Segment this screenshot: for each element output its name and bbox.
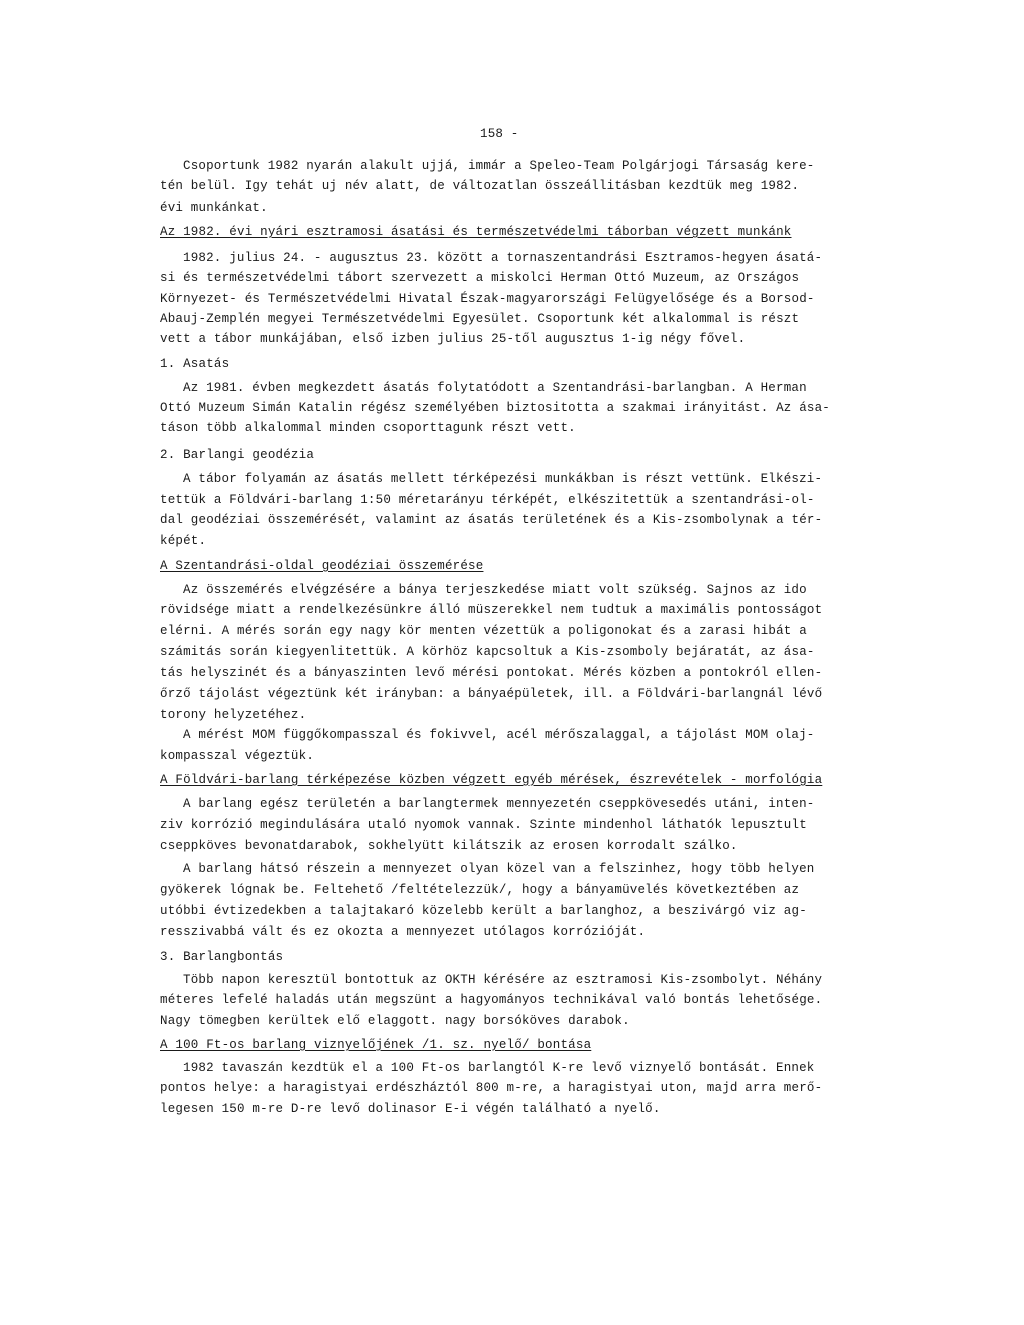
section-heading: A 100 Ft-os barlang viznyelőjének /1. sz. nyelő/ bontása: [160, 1038, 592, 1052]
paragraph-line: A barlang egész területén a barlangtermek mennyezetén cseppkövesedés utáni, inten-: [183, 797, 815, 811]
paragraph-line: tén belül. Igy tehát uj név alatt, de változatlan összeállitásban kezdtük meg 1982.: [160, 179, 800, 193]
paragraph-line: rövidsége miatt a rendelkezésünkre álló müszerekkel nem tudtuk a maximális pontosságot: [160, 603, 823, 617]
paragraph-line: Nagy tömegben kerültek elő elaggott. nagy borsóköves darabok.: [160, 1014, 630, 1028]
paragraph-line: dal geodéziai összemérését, valamint az ásatás területének és a Kis-zsombolynak a tér-: [160, 513, 823, 527]
paragraph-line: 1982. julius 24. - augusztus 23. között a tornaszentandrási Esztramos-hegyen ásatá-: [183, 251, 823, 265]
paragraph-line: kompasszal végeztük.: [160, 749, 315, 763]
paragraph-line: tás helyszinét és a bányaszinten levő mérési pontokat. Mérés közben a pontokról ellen-: [160, 666, 823, 680]
paragraph-line: utóbbi évtizedekben a talajtakaró közelebb került a barlanghoz, a beszivárgó viz ag-: [160, 904, 807, 918]
heading-text: 3. Barlangbontás: [160, 950, 284, 964]
section-heading: [160, 447, 314, 463]
paragraph-line: A mérést MOM függőkompasszal és fokivvel, acél mérőszalaggal, a tájolást MOM olaj-: [183, 728, 815, 742]
paragraph-line: cseppköves bevonatdarabok, sokhelyütt kilátszik az erosen korrodalt szálko.: [160, 839, 738, 853]
paragraph-line: legesen 150 m-re D-re levő dolinasor E-i végén található a nyelő.: [160, 1102, 661, 1116]
heading-text: 1. Asatás: [160, 357, 230, 371]
paragraph-line: elérni. A mérés során egy nagy kör menten vézettük a poligonokat és a zarasi hibát a: [160, 624, 807, 638]
paragraph-line: táson több alkalommal minden csoporttagunk részt vett.: [160, 421, 576, 435]
paragraph-line: pontos helye: a haragistyai erdészháztól 800 m-re, a haragistyai uton, majd arra merő-: [160, 1081, 823, 1095]
paragraph-line: képét.: [160, 534, 207, 548]
paragraph-line: tettük a Földvári-barlang 1:50 méretarányu térképét, elkészitettük a szentandrási-ol-: [160, 493, 815, 507]
section-heading: A Szentandrási-oldal geodéziai összemérése: [160, 559, 484, 573]
section-heading: A Földvári-barlang térképezése közben végzett egyéb mérések, észrevételek - morfológia: [160, 773, 823, 787]
paragraph-line: 1982 tavaszán kezdtük el a 100 Ft-os barlangtól K-re levő viznyelő bontását. Ennek: [183, 1061, 815, 1075]
paragraph-line: gyökerek lógnak be. Feltehető /feltételezzük/, hogy a bányamüvelés következtében az: [160, 883, 800, 897]
page-number: 158 -: [480, 127, 519, 141]
paragraph-line: si és természetvédelmi tábort szervezett a miskolci Herman Ottó Muzeum, az Országos: [160, 271, 800, 285]
paragraph-line: őrző tájolást végeztünk két irányban: a bányaépületek, ill. a Földvári-barlangnál lévő: [160, 687, 823, 701]
section-heading: [160, 356, 229, 372]
paragraph-line: Több napon keresztül bontottuk az OKTH kérésére az esztramosi Kis-zsombolyt. Néhány: [183, 973, 823, 987]
paragraph-line: A tábor folyamán az ásatás mellett térképezési munkákban is részt vettünk. Elkészi-: [183, 472, 823, 486]
paragraph-line: évi munkánkat.: [160, 201, 268, 215]
section-heading: [160, 949, 283, 965]
paragraph-line: Környezet- és Természetvédelmi Hivatal Észak-magyarországi Felügyelősége és a Borsod-: [160, 292, 815, 306]
paragraph-line: ziv korrózió megindulására utaló nyomok vannak. Szinte mindenhol láthatók lepusztult: [160, 818, 807, 832]
paragraph-line: Az 1981. évben megkezdett ásatás folytatódott a Szentandrási-barlangban. A Herman: [183, 381, 807, 395]
paragraph-line: resszivabbá vált és ez okozta a mennyezet utólagos korrózióját.: [160, 925, 646, 939]
paragraph-line: Ottó Muzeum Simán Katalin régész személyében biztositotta a szakmai irányitást. Az ása-: [160, 401, 831, 415]
paragraph-line: számitás során kiegyenlitettük. A körhöz kapcsoltuk a Kis-zsomboly bejáratát, az ása-: [160, 645, 815, 659]
paragraph-line: Abauj-Zemplén megyei Természetvédelmi Egyesület. Csoportunk két alkalommal is részt: [160, 312, 800, 326]
paragraph-line: torony helyzetéhez.: [160, 708, 307, 722]
section-heading: Az 1982. évi nyári esztramosi ásatási és természetvédelmi táborban végzett munkánk: [160, 225, 792, 239]
paragraph-line: Csoportunk 1982 nyarán alakult ujjá, immár a Speleo-Team Polgárjogi Társaság kere-: [183, 159, 815, 173]
paragraph-line: Az összemérés elvégzésére a bánya terjeszkedése miatt volt szükség. Sajnos az ido: [183, 583, 807, 597]
paragraph-line: méteres lefelé haladás után megszünt a hagyományos technikával való bontás lehetősége.: [160, 993, 823, 1007]
paragraph-line: vett a tábor munkájában, első izben julius 25-től augusztus 1-ig négy fővel.: [160, 332, 746, 346]
paragraph-line: A barlang hátsó részein a mennyezet olyan közel van a felszinhez, hogy több helyen: [183, 862, 815, 876]
heading-text: 2. Barlangi geodézia: [160, 448, 315, 462]
